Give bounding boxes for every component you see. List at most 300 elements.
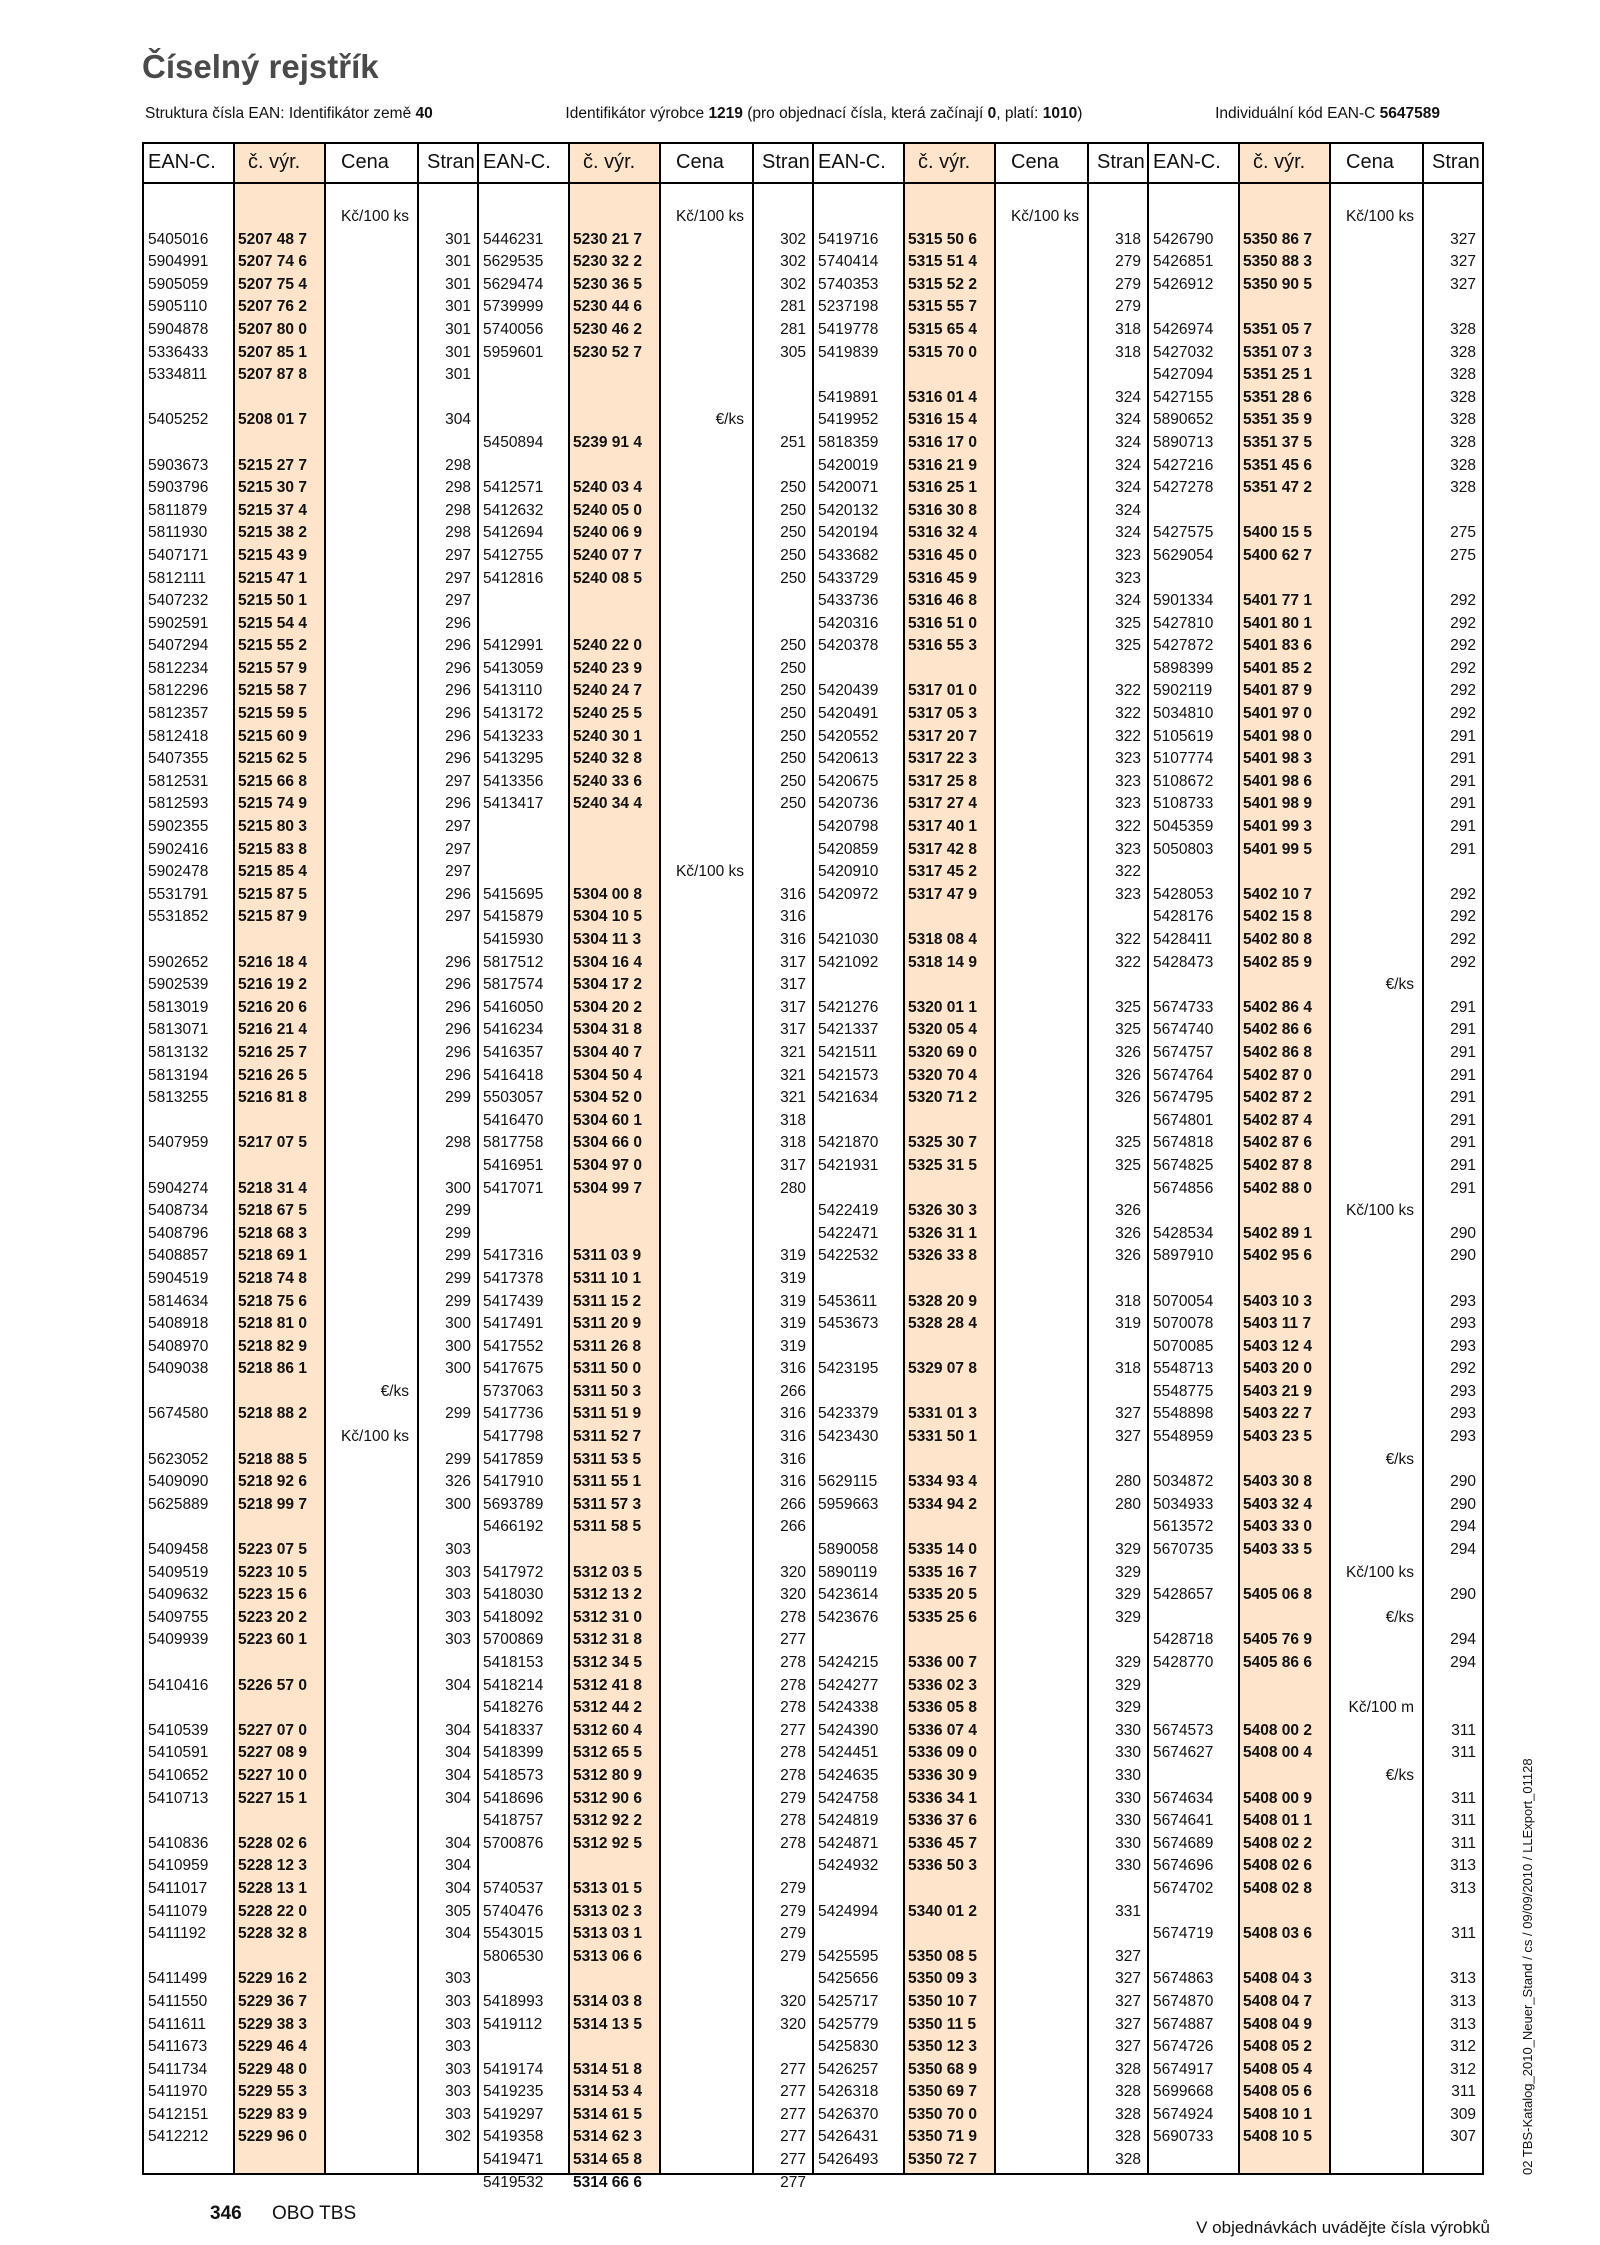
- page-ref: 300: [445, 1337, 471, 1355]
- table-row: [1149, 635, 1482, 658]
- product-number: 5215 27 7: [238, 456, 307, 474]
- ean-code: 5674719: [1153, 1925, 1214, 1943]
- product-number: 5312 31 8: [573, 1631, 642, 1649]
- page-ref: 292: [1450, 908, 1476, 926]
- ean-code: 5426790: [1153, 230, 1214, 248]
- page-ref: 291: [1450, 772, 1476, 790]
- table-row: [144, 1607, 477, 1630]
- price-unit: Kč/100 ks: [675, 863, 744, 881]
- page-ref: 316: [780, 1473, 806, 1491]
- table-row: [479, 635, 812, 658]
- table-row: [144, 861, 477, 884]
- ean-code: 5426493: [818, 2151, 879, 2169]
- ean-code: 5420736: [818, 795, 879, 813]
- header-ean: EAN-C.: [483, 151, 551, 173]
- table-row: [144, 1878, 477, 1901]
- table-row: [1149, 974, 1482, 997]
- product-number: 5317 25 8: [908, 772, 977, 790]
- ean-code: 5407959: [148, 1134, 209, 1152]
- ean-code: 5419235: [483, 2083, 544, 2101]
- ean-code: 5420859: [818, 840, 879, 858]
- table-row: [479, 793, 812, 816]
- table-row: [814, 952, 1147, 975]
- product-number: 5240 32 8: [573, 750, 642, 768]
- table-row: [144, 1065, 477, 1088]
- ean-code: 5420675: [818, 772, 879, 790]
- product-number: 5207 87 8: [238, 366, 307, 384]
- page-ref: 250: [780, 682, 806, 700]
- table-row: [1149, 2036, 1482, 2059]
- product-number: 5304 10 5: [573, 908, 642, 926]
- ean-code: 5050803: [1153, 840, 1214, 858]
- ean-code: 5424819: [818, 1812, 879, 1830]
- ean-code: 5408857: [148, 1247, 209, 1265]
- product-number: 5215 62 5: [238, 750, 307, 768]
- page-ref: 304: [445, 1789, 471, 1807]
- table-row: [814, 1629, 1147, 1652]
- table-row: [144, 839, 477, 862]
- table-row: [1149, 1471, 1482, 1494]
- product-number: 5304 52 0: [573, 1089, 642, 1107]
- page-ref: 292: [1450, 885, 1476, 903]
- page-ref: 327: [1450, 230, 1476, 248]
- page-ref: 294: [1450, 1654, 1476, 1671]
- table-row: [1149, 1336, 1482, 1359]
- page-ref: 296: [445, 885, 471, 903]
- page-ref: 294: [1450, 1541, 1476, 1559]
- table-row: [144, 1765, 477, 1788]
- table-row: [1149, 658, 1482, 681]
- product-number: 5304 16 4: [573, 953, 642, 971]
- table-row: [144, 1223, 477, 1246]
- product-number: 5403 20 0: [1243, 1360, 1312, 1378]
- page-ref: 277: [780, 2060, 806, 2078]
- table-row: [814, 1788, 1147, 1811]
- product-number: 5304 40 7: [573, 1043, 642, 1061]
- ean-code: 5424635: [818, 1766, 879, 1784]
- page-title: Číselný rejstřík: [142, 48, 379, 85]
- page-ref: 326: [1115, 1202, 1141, 1220]
- product-number: 5401 80 1: [1243, 614, 1312, 632]
- table-row: [479, 771, 812, 794]
- page-ref: 330: [1115, 1857, 1141, 1875]
- page-ref: 328: [1450, 411, 1476, 429]
- table-row: [814, 522, 1147, 545]
- page-ref: 318: [1115, 1292, 1141, 1310]
- product-number: 5311 50 0: [573, 1360, 642, 1378]
- ean-code: 5419174: [483, 2060, 544, 2078]
- page-ref: 277: [780, 2083, 806, 2101]
- page-ref: 298: [445, 501, 471, 519]
- ean-code: 5417491: [483, 1315, 544, 1333]
- table-row: [479, 906, 812, 929]
- ean-code: 5410652: [148, 1766, 209, 1784]
- ean-code: 5740476: [483, 1902, 544, 1920]
- ean-code: 5419778: [818, 320, 879, 338]
- product-number: 5215 55 2: [238, 637, 307, 655]
- table-row: [144, 1291, 477, 1314]
- table-row: [144, 658, 477, 681]
- product-number: 5216 19 2: [238, 976, 307, 994]
- table-row: [144, 296, 477, 319]
- page-ref: 297: [445, 772, 471, 790]
- table-row: [1149, 455, 1482, 478]
- product-number: 5315 55 7: [908, 298, 977, 316]
- product-number: 5403 11 7: [1243, 1315, 1312, 1333]
- table-row: [144, 703, 477, 726]
- table-row: [479, 1720, 812, 1743]
- product-number: 5340 01 2: [908, 1902, 977, 1920]
- product-number: 5207 80 0: [238, 320, 307, 338]
- ean-code: 5818359: [818, 433, 879, 451]
- ean-code: 5419952: [818, 411, 879, 429]
- page-ref: 296: [445, 1021, 471, 1039]
- ean-code: 5415879: [483, 908, 544, 926]
- table-row: [479, 590, 812, 613]
- page-ref: 316: [780, 1405, 806, 1423]
- table-row: [479, 1968, 812, 1991]
- product-number: 5328 28 4: [908, 1315, 977, 1333]
- product-number: 5350 86 7: [1243, 230, 1312, 248]
- page-ref: 327: [1115, 1970, 1141, 1988]
- page-ref: 313: [1450, 1879, 1476, 1897]
- page-ref: 304: [445, 1721, 471, 1739]
- header-page: Stran: [762, 151, 810, 173]
- table-row: [814, 1426, 1147, 1449]
- ean-code: 5690733: [1153, 2128, 1214, 2146]
- table-row: [479, 1313, 812, 1336]
- header-ean: EAN-C.: [818, 151, 886, 173]
- page-ref: 266: [780, 1495, 806, 1513]
- product-number: 5402 15 8: [1243, 908, 1312, 926]
- table-row: [479, 2081, 812, 2104]
- table-row: [1149, 432, 1482, 455]
- page-ref: 250: [780, 501, 806, 519]
- page-ref: 293: [1450, 1405, 1476, 1423]
- ean-code: 5409632: [148, 1586, 209, 1604]
- table-row: [814, 1652, 1147, 1675]
- ean-code: 5674924: [1153, 2105, 1214, 2123]
- ean-code: 5070085: [1153, 1337, 1214, 1355]
- page-ref: 278: [780, 1676, 806, 1694]
- ean-code: 5890058: [818, 1541, 879, 1559]
- product-number: 5350 70 0: [908, 2105, 977, 2123]
- product-number: 5215 57 9: [238, 659, 307, 677]
- page-ref: 279: [1115, 298, 1141, 316]
- page-ref: 250: [780, 795, 806, 813]
- ean-code: 5411192: [148, 1925, 207, 1943]
- product-number: 5207 76 2: [238, 298, 307, 316]
- table-row: [479, 613, 812, 636]
- product-number: 5350 11 5: [908, 2015, 977, 2033]
- table-row: [144, 1946, 477, 1969]
- table-row: [479, 1449, 812, 1472]
- ean-code: 5412571: [483, 479, 544, 497]
- ean-code: 5422471: [818, 1224, 879, 1242]
- product-number: 5304 60 1: [573, 1111, 642, 1129]
- ean-code: 5674740: [1153, 1021, 1214, 1039]
- product-number: 5326 31 1: [908, 1224, 977, 1242]
- page-ref: 328: [1115, 2151, 1141, 2169]
- product-number: 5229 46 4: [238, 2038, 307, 2056]
- page-ref: 303: [445, 1970, 471, 1988]
- ean-code: 5413059: [483, 659, 544, 677]
- page-ref: 324: [1115, 524, 1141, 542]
- ean-code: 5814634: [148, 1292, 209, 1310]
- product-number: 5401 99 5: [1243, 840, 1312, 858]
- ean-code: 5425595: [818, 1947, 879, 1965]
- table-row: [479, 1132, 812, 1155]
- table-row: [1149, 1313, 1482, 1336]
- table-row: [144, 1178, 477, 1201]
- table-row: [814, 1697, 1147, 1720]
- table-row: [814, 2036, 1147, 2059]
- product-number: 5408 03 6: [1243, 1925, 1312, 1943]
- product-number: 5312 03 5: [573, 1563, 642, 1581]
- product-number: 5312 44 2: [573, 1699, 642, 1717]
- index-column: [479, 144, 814, 2191]
- table-row: [479, 1675, 812, 1698]
- table-row: [479, 2126, 812, 2149]
- page-ref: 303: [445, 2015, 471, 2033]
- table-row: [1149, 1245, 1482, 1268]
- ean-code: 5817512: [483, 953, 544, 971]
- ean-code: 5418757: [483, 1812, 544, 1830]
- page-ref: 290: [1450, 1224, 1476, 1242]
- ean-code: 5426974: [1153, 320, 1214, 338]
- page-ref: 280: [1115, 1473, 1141, 1491]
- product-number: 5240 24 7: [573, 682, 642, 700]
- product-number: 5312 92 5: [573, 1834, 642, 1852]
- table-row: [1149, 522, 1482, 545]
- table-row: [144, 1923, 477, 1946]
- product-number: 5216 20 6: [238, 998, 307, 1016]
- ean-code: 5740414: [818, 253, 879, 271]
- ean-code: 5625889: [148, 1495, 209, 1513]
- product-number: 5401 98 9: [1243, 795, 1312, 813]
- product-number: 5401 97 0: [1243, 705, 1312, 723]
- product-number: 5317 20 7: [908, 727, 977, 745]
- page-ref: 296: [445, 614, 471, 632]
- ean-code: 5812111: [148, 569, 207, 587]
- ean-code: 5902591: [148, 614, 209, 632]
- ean-code: 5416357: [483, 1043, 544, 1061]
- ean-code: 5674733: [1153, 998, 1214, 1016]
- table-row: [1149, 1494, 1482, 1517]
- table-row: [144, 568, 477, 591]
- price-unit: Kč/100 ks: [1345, 208, 1414, 225]
- page-ref: 296: [445, 998, 471, 1016]
- product-number: 5402 87 2: [1243, 1089, 1312, 1107]
- table-row: [814, 1833, 1147, 1856]
- table-row: [144, 1313, 477, 1336]
- product-number: 5216 26 5: [238, 1066, 307, 1084]
- ean-code: 5422532: [818, 1247, 879, 1265]
- ean-code: 5421276: [818, 998, 879, 1016]
- product-number: 5315 70 0: [908, 343, 977, 361]
- page-ref: 299: [445, 1202, 471, 1220]
- table-row: [144, 1155, 477, 1178]
- ean-code: 5410539: [148, 1721, 209, 1739]
- ean-code: 5412991: [483, 637, 544, 655]
- product-number: 5402 89 1: [1243, 1224, 1312, 1242]
- ean-code: 5904878: [148, 320, 209, 338]
- table-row: [814, 2104, 1147, 2127]
- product-number: 5227 10 0: [238, 1766, 307, 1784]
- page-ref: 318: [1115, 230, 1141, 248]
- table-row: [814, 409, 1147, 432]
- product-number: 5331 50 1: [908, 1428, 977, 1446]
- page-ref: 292: [1450, 931, 1476, 948]
- ean-code: 5420613: [818, 750, 879, 768]
- page-ref: 293: [1450, 1337, 1476, 1355]
- product-number: 5218 88 2: [238, 1405, 307, 1423]
- ean-code: 5433736: [818, 592, 879, 610]
- product-number: 5304 66 0: [573, 1134, 642, 1152]
- table-row: [814, 1178, 1147, 1201]
- product-number: 5336 00 7: [908, 1654, 977, 1671]
- ean-code: 5426851: [1153, 253, 1214, 271]
- page-ref: 278: [780, 1608, 806, 1626]
- table-row: [1149, 1291, 1482, 1314]
- ean-code: 5418993: [483, 1992, 544, 2010]
- product-number: 5313 03 1: [573, 1925, 642, 1943]
- page-ref: 321: [780, 1043, 806, 1061]
- page-ref: 304: [445, 1879, 471, 1897]
- table-row: [144, 1968, 477, 1991]
- ean-code: 5421870: [818, 1134, 879, 1152]
- page-ref: 324: [1115, 501, 1141, 519]
- ean-code: 5466192: [483, 1518, 544, 1536]
- product-number: 5401 83 6: [1243, 637, 1312, 655]
- table-row: [1149, 1223, 1482, 1246]
- page-ref: 322: [1115, 727, 1141, 745]
- product-number: 5304 11 3: [573, 931, 642, 948]
- table-row: [479, 1901, 812, 1924]
- table-row: [479, 500, 812, 523]
- ean-code: 5412632: [483, 501, 544, 519]
- table-row: [814, 635, 1147, 658]
- table-row: [144, 635, 477, 658]
- table-row: [479, 1923, 812, 1946]
- product-number: 5240 33 6: [573, 772, 642, 790]
- ean-code: 5674634: [1153, 1789, 1214, 1807]
- table-row: [1149, 1449, 1482, 1472]
- page-ref: 323: [1115, 569, 1141, 587]
- table-row: [814, 1313, 1147, 1336]
- table-row: [814, 1562, 1147, 1585]
- ean-code: 5905110: [148, 298, 208, 316]
- page-ref: 250: [780, 705, 806, 723]
- ean-code: 5427155: [1153, 388, 1214, 406]
- ean-code: 5416951: [483, 1156, 544, 1174]
- product-number: 5402 86 4: [1243, 998, 1312, 1016]
- product-number: 5350 72 7: [908, 2151, 977, 2169]
- table-row: [144, 500, 477, 523]
- ean-code: 5904274: [148, 1179, 209, 1197]
- table-row: [479, 1358, 812, 1381]
- table-row: [144, 229, 477, 252]
- ean-code: 5420316: [818, 614, 879, 632]
- page-ref: 319: [780, 1269, 806, 1287]
- page-ref: 279: [780, 1947, 806, 1965]
- table-row: [144, 1539, 477, 1562]
- product-number: 5317 22 3: [908, 750, 977, 768]
- table-row: [1149, 839, 1482, 862]
- product-number: 5314 61 5: [573, 2105, 642, 2123]
- price-unit: Kč/100 ks: [1010, 208, 1079, 225]
- page-ref: 303: [445, 2083, 471, 2101]
- page-ref: 325: [1115, 1021, 1141, 1039]
- product-number: 5316 21 9: [908, 456, 977, 474]
- page-ref: 297: [445, 569, 471, 587]
- table-row: [814, 455, 1147, 478]
- page-ref: 329: [1115, 1586, 1141, 1604]
- product-number: 5304 97 0: [573, 1156, 642, 1174]
- product-number: 5325 31 5: [908, 1156, 977, 1174]
- table-row: [1149, 500, 1482, 523]
- table-row: [479, 1810, 812, 1833]
- page-ref: 328: [1450, 388, 1476, 406]
- ean-code: 5105619: [1153, 727, 1214, 745]
- ean-code: 5419358: [483, 2128, 544, 2146]
- ean-code: 5407294: [148, 637, 209, 655]
- page-ref: 323: [1115, 795, 1141, 813]
- table-row: [1149, 1178, 1482, 1201]
- table-row: [144, 726, 477, 749]
- page-ref: 250: [780, 546, 806, 564]
- page-ref: 317: [780, 953, 806, 971]
- ean-code: 5428176: [1153, 908, 1214, 926]
- page-ref: 301: [445, 343, 471, 361]
- table-row: [479, 432, 812, 455]
- ean-code: 5426431: [818, 2128, 879, 2146]
- table-row: [814, 1675, 1147, 1698]
- ean-code: 5674689: [1153, 1834, 1214, 1852]
- page-ref: 328: [1115, 2128, 1141, 2146]
- table-row: [814, 2081, 1147, 2104]
- table-row: [479, 522, 812, 545]
- table-row: [479, 1742, 812, 1765]
- product-number: 5216 25 7: [238, 1043, 307, 1061]
- table-row: [144, 274, 477, 297]
- table-row: [479, 1471, 812, 1494]
- product-number: 5351 05 7: [1243, 320, 1312, 338]
- header-price: Cena: [1011, 151, 1059, 173]
- page-ref: 309: [1450, 2105, 1476, 2123]
- page-ref: 318: [1115, 1360, 1141, 1378]
- ean-code: 5902539: [148, 976, 209, 994]
- ean-code: 5959601: [483, 343, 544, 361]
- table-row: [144, 1336, 477, 1359]
- page-ref: 297: [445, 818, 471, 836]
- ean-code: 5416470: [483, 1111, 544, 1129]
- page-ref: 311: [1451, 1812, 1476, 1830]
- product-number: 5335 25 6: [908, 1608, 977, 1626]
- table-row: [814, 1200, 1147, 1223]
- table-row: [1149, 2014, 1482, 2037]
- ean-code: 5674702: [1153, 1879, 1214, 1897]
- product-number: 5215 58 7: [238, 682, 307, 700]
- ean-code: 5674795: [1153, 1089, 1214, 1107]
- table-row: [479, 1019, 812, 1042]
- table-row: [479, 929, 812, 952]
- page-ref: 279: [1115, 253, 1141, 271]
- product-number: 5312 41 8: [573, 1676, 642, 1694]
- product-number: 5316 15 4: [908, 411, 977, 429]
- page-ref: 328: [1450, 433, 1476, 451]
- page-ref: 311: [1451, 1925, 1476, 1943]
